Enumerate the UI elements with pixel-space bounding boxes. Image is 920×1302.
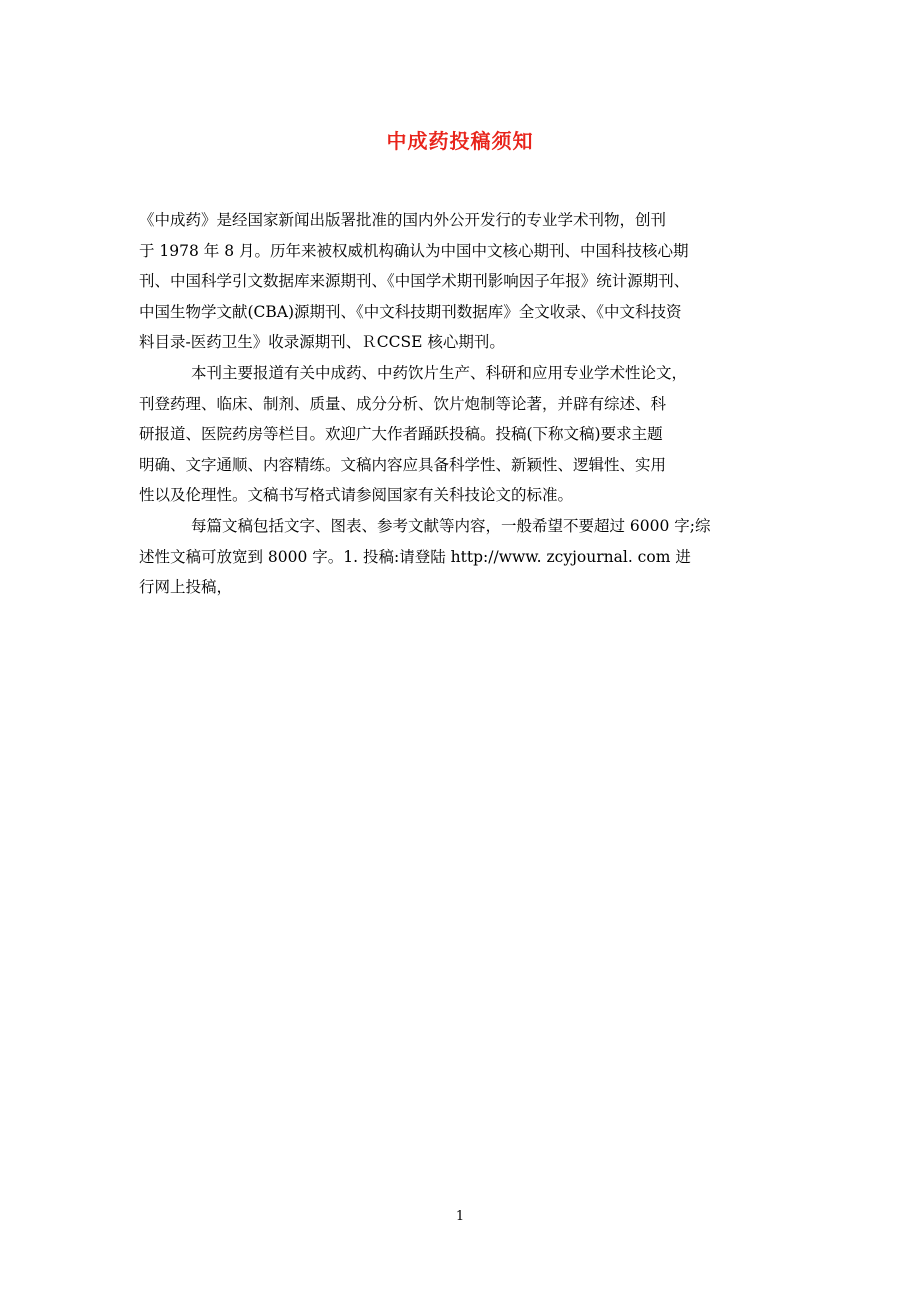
page-number: 1 — [455, 1209, 465, 1224]
paragraph-2-line-5: 性以及伦理性。文稿书写格式请参阅国家有关科技论文的标准。 — [139, 486, 574, 505]
paragraph-3-line-3: 行网上投稿， — [139, 578, 233, 597]
paragraph-2-line-2: 刊登药理、临床、制剂、质量、成分分析、饮片炮制等论著，并辟有综述、科 — [139, 394, 667, 413]
paragraph-1-line-1: 《中成药》是经国家新闻出版署批准的国内外公开发行的专业学术刊物，创刊 — [139, 211, 667, 229]
document-body — [139, 205, 811, 603]
paragraph-2-line-3: 研报道、医院药房等栏目。欢迎广大作者踊跃投稿。投稿(下称文稿)要求主题 — [139, 425, 663, 444]
document-title: 中成药投稿须知 — [386, 129, 534, 153]
paragraph-3-line-2: 述性文稿可放宽到 8000 字。1. 投稿:请登陆 http://www. zcyjournal. com 进 — [139, 547, 691, 566]
paragraph-1-line-5: 料目录-医药卫生》收录源期刊、ＲCCSE 核心期刊。 — [139, 333, 505, 352]
paragraph-1-line-2: 于 1978 年 8 月。历年来被权威机构确认为中国中文核心期刊、中国科技核心期 — [139, 241, 689, 260]
paragraph-2-line-1: 本刊主要报道有关中成药、中药饮片生产、科研和应用专业学术性论文， — [191, 363, 688, 382]
paragraph-2-line-4: 明确、文字通顺、内容精练。文稿内容应具备科学性、新颖性、逻辑性、实用 — [139, 455, 667, 474]
paragraph-1-line-4: 中国生物学文献(CBA)源期刊、《中文科技期刊数据库》全文收录、《中文科技资 — [139, 302, 682, 321]
paragraph-3-line-1: 每篇文稿包括文字、图表、参考文献等内容，一般希望不要超过 6000 字;综 — [191, 516, 711, 535]
paragraph-1-line-3: 刊、中国科学引文数据库来源期刊、《中国学术期刊影响因子年报》统计源期刊、 — [139, 272, 690, 291]
